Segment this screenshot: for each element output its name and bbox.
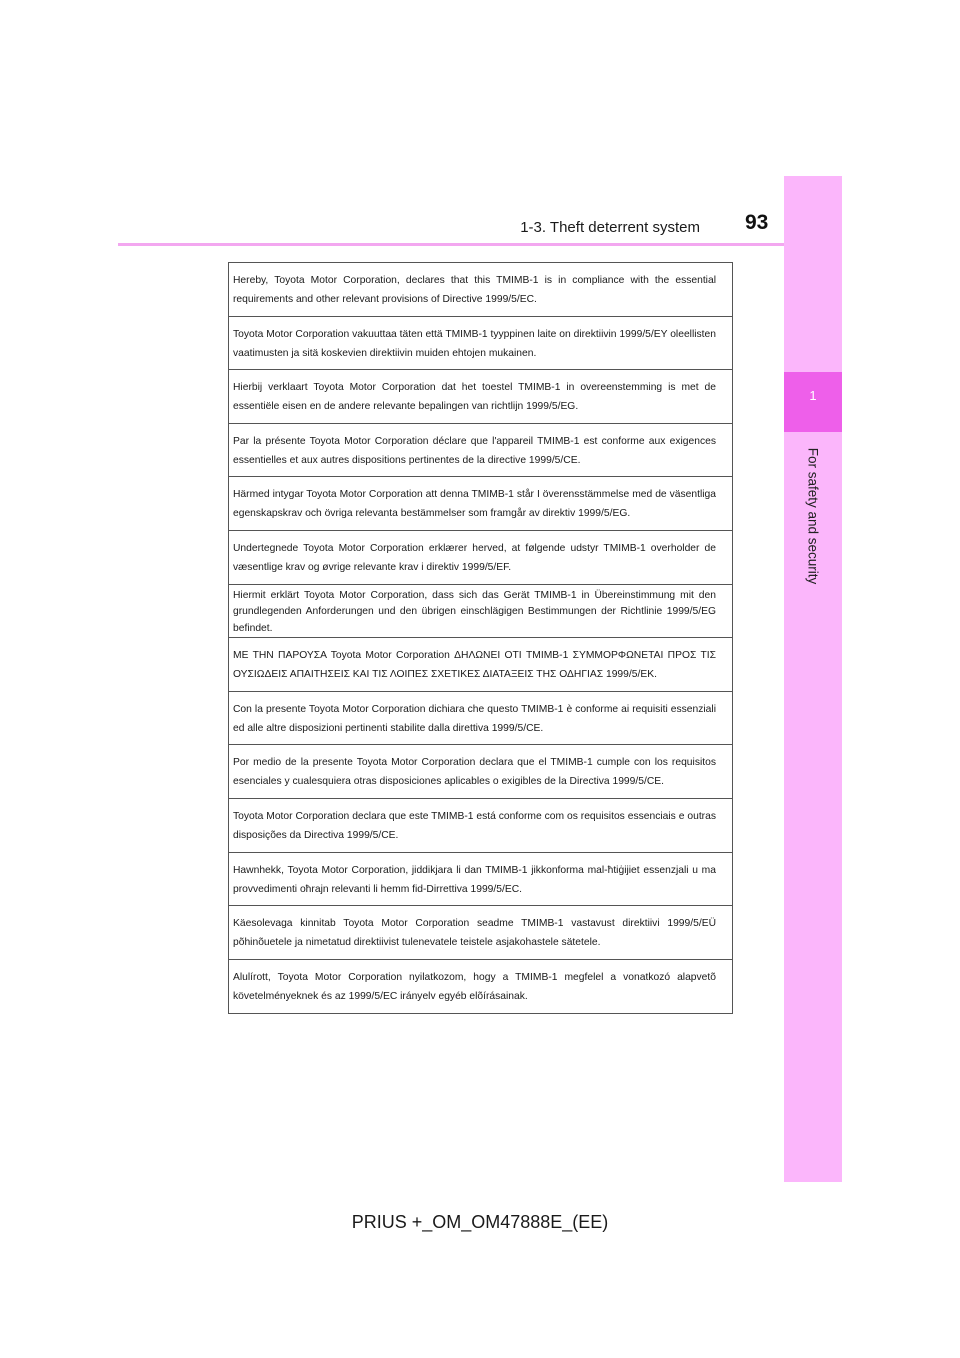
- declaration-finnish: Toyota Motor Corporation vakuuttaa täten että TMIMB-1 tyyppinen laite on direktiivin 1999/5/EY oleellisten vaatimusten ja sitä koskevien direktiivin muiden ehtojen mukainen.: [229, 317, 732, 371]
- section-title: 1-3. Theft deterrent system: [520, 219, 700, 236]
- declaration-danish: Undertegnede Toyota Motor Corporation erklærer herved, at følgende udstyr TMIMB-1 overholder de væsentlige krav og øvrige relevante krav i direktiv 1999/5/EF.: [229, 531, 732, 585]
- document-code: PRIUS +_OM_OM47888E_(EE): [351, 1212, 609, 1232]
- declaration-portuguese: Toyota Motor Corporation declara que este TMIMB-1 está conforme com os requisitos essenciais e outras disposições da Directiva 1999/5/CE.: [229, 799, 732, 853]
- chapter-number: 1: [809, 388, 817, 403]
- declarations-table: [228, 262, 733, 1014]
- declaration-estonian: Käesolevaga kinnitab Toyota Motor Corporation seadme TMIMB-1 vastavust direktiivi 1999/5/EÜ põhinõuetele ja nimetatud direktiivist tulenevatele teistele asjakohastele sätetele.: [229, 906, 732, 960]
- declaration-italian: Con la presente Toyota Motor Corporation dichiara che questo TMIMB-1 è conforme ai requisiti essenziali ed alle altre disposizioni pertinenti stabilite dalla direttiva 1999/5/CE.: [229, 692, 732, 746]
- declaration-french: Par la présente Toyota Motor Corporation déclare que l'appareil TMIMB-1 est conforme aux exigences essentielles et aux autres dispositions pertinentes de la directive 1999/5/CE.: [229, 424, 732, 478]
- header-divider: [118, 243, 841, 246]
- chapter-side-tab: [784, 176, 842, 1182]
- declaration-spanish: Por medio de la presente Toyota Motor Corporation declara que el TMIMB-1 cumple con los requisitos esenciales y cualesquiera otras disposiciones aplicables o exigibles de la Directiva 1999/5/CE.: [229, 745, 732, 799]
- declaration-german: Hiermit erklärt Toyota Motor Corporation, dass sich das Gerät TMIMB-1 in Übereinstimmung mit den grundlegenden Anforderungen und den übrigen einschlägigen Bestimmungen der Richtlinie 1999/5/EG befindet.: [229, 585, 732, 639]
- declaration-dutch: Hierbij verklaart Toyota Motor Corporation dat het toestel TMIMB-1 in overeenstemming is met de essentiële eisen en de andere relevante bepalingen van richtlijn 1999/5/EG.: [229, 370, 732, 424]
- declaration-english: Hereby, Toyota Motor Corporation, declares that this TMIMB-1 is in compliance with the essential requirements and other relevant provisions of Directive 1999/5/EC.: [229, 263, 732, 317]
- declaration-hungarian: Alulírott, Toyota Motor Corporation nyilatkozom, hogy a TMIMB-1 megfelel a vonatkozó alapvetõ követelményeknek és az 1999/5/EC irányelv egyéb elõírásainak.: [233, 971, 716, 1002]
- chapter-title: For safety and security: [805, 447, 821, 585]
- declaration-maltese: Hawnhekk, Toyota Motor Corporation, jiddikjara li dan TMIMB-1 jikkonforma mal-ħtiġijiet essenzjali u ma provvedimenti oħrajn relevanti li hemm fid-Dirrettiva 1999/5/EC.: [229, 853, 732, 907]
- declaration-swedish: Härmed intygar Toyota Motor Corporation att denna TMIMB-1 står I överensstämmelse med de väsentliga egenskapskrav och övriga relevanta bestämmelser som framgår av direktiv 1999/5/EG.: [229, 477, 732, 531]
- page-number: 93: [745, 211, 769, 234]
- declaration-greek: ΜΕ ΤΗΝ ΠΑΡΟΥΣΑ Toyota Motor Corporation ΔΗΛΩΝΕΙ ΟΤΙ TMIMB-1 ΣΥΜΜΟΡΦΩΝΕΤΑΙ ΠΡΟΣ ΤΙΣ ΟΥΣΙΩΔΕΙΣ ΑΠΑΙΤΗΣΕΙΣ ΚΑΙ ΤΙΣ ΛΟΙΠΕΣ ΣΧΕΤΙΚΕΣ ΔΙΑΤΑΞΕΙΣ ΤΗΣ ΟΔΗΓΙΑΣ 1999/5/ΕΚ.: [229, 638, 732, 692]
